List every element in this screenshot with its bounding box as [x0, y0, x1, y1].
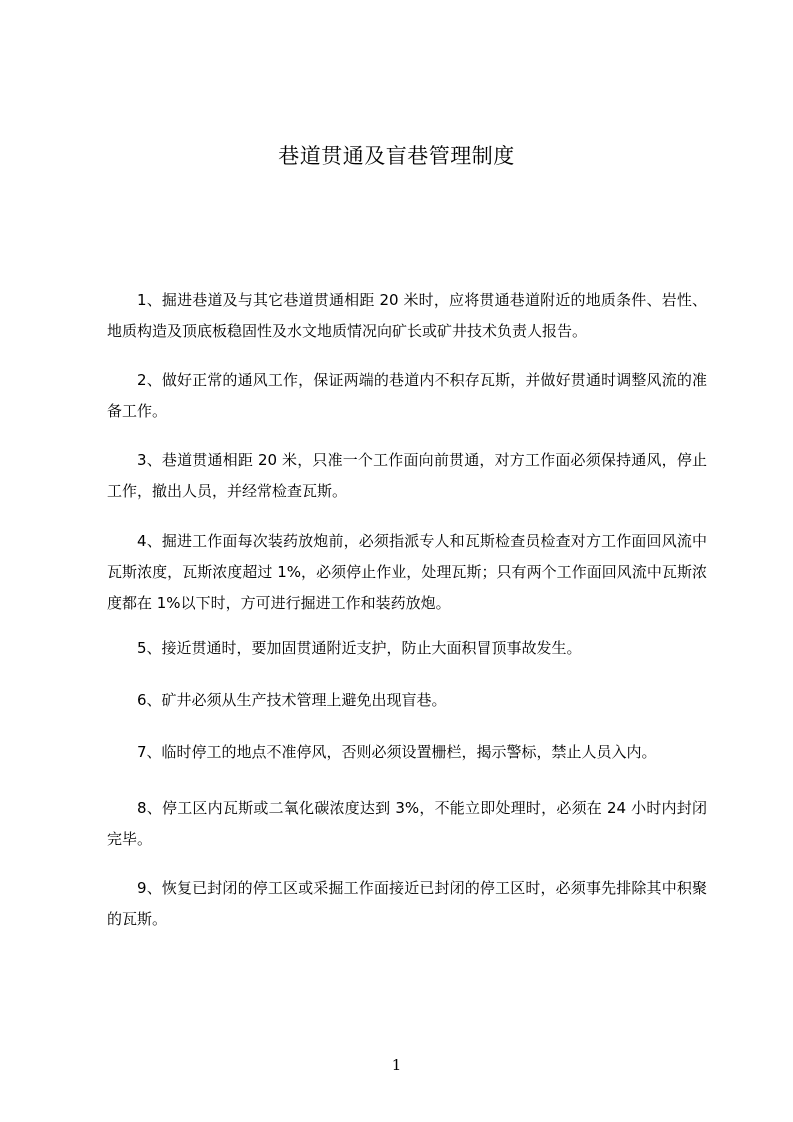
- paragraph-6: 6、矿井必须从生产技术管理上避免出现盲巷。: [137, 691, 447, 709]
- paragraph-3: 3、巷道贯通相距 20 米，只准一个工作面向前贯通，对方工作面必须保持通风，停止工作，撤出人员，并经常检查瓦斯。: [107, 451, 707, 500]
- paragraph-1: 1、掘进巷道及与其它巷道贯通相距 20 米时，应将贯通巷道附近的地质条件、岩性、地质构造及顶底板稳固性及水文地质情况向矿长或矿井技术负责人报告。: [107, 291, 707, 340]
- paragraph-7: 7、临时停工的地点不准停风，否则必须设置栅栏，揭示警标，禁止人员入内。: [137, 743, 657, 761]
- page-number: 1: [391, 1056, 402, 1074]
- paragraph-2: 2、做好正常的通风工作，保证两端的巷道内不积存瓦斯，并做好贯通时调整风流的准备工作。: [107, 371, 707, 420]
- paragraph-8: 8、停工区内瓦斯或二氧化碳浓度达到 3%，不能立即处理时，必须在 24 小时内封闭完毕。: [107, 799, 707, 848]
- paragraph-9: 9、恢复已封闭的停工区或采掘工作面接近已封闭的停工区时，必须事先排除其中积聚的瓦斯。: [107, 879, 707, 928]
- paragraph-4: 4、掘进工作面每次装药放炮前，必须指派专人和瓦斯检查员检查对方工作面回风流中瓦斯浓度，瓦斯浓度超过 1%，必须停止作业，处理瓦斯；只有两个工作面回风流中瓦斯浓度都在 1%以下时，方可进行掘进工作和装药放炮。: [107, 532, 707, 612]
- document-title: 巷道贯通及盲巷管理制度: [278, 144, 515, 168]
- paragraph-5: 5、接近贯通时，要加固贯通附近支护，防止大面积冒顶事故发生。: [137, 639, 582, 657]
